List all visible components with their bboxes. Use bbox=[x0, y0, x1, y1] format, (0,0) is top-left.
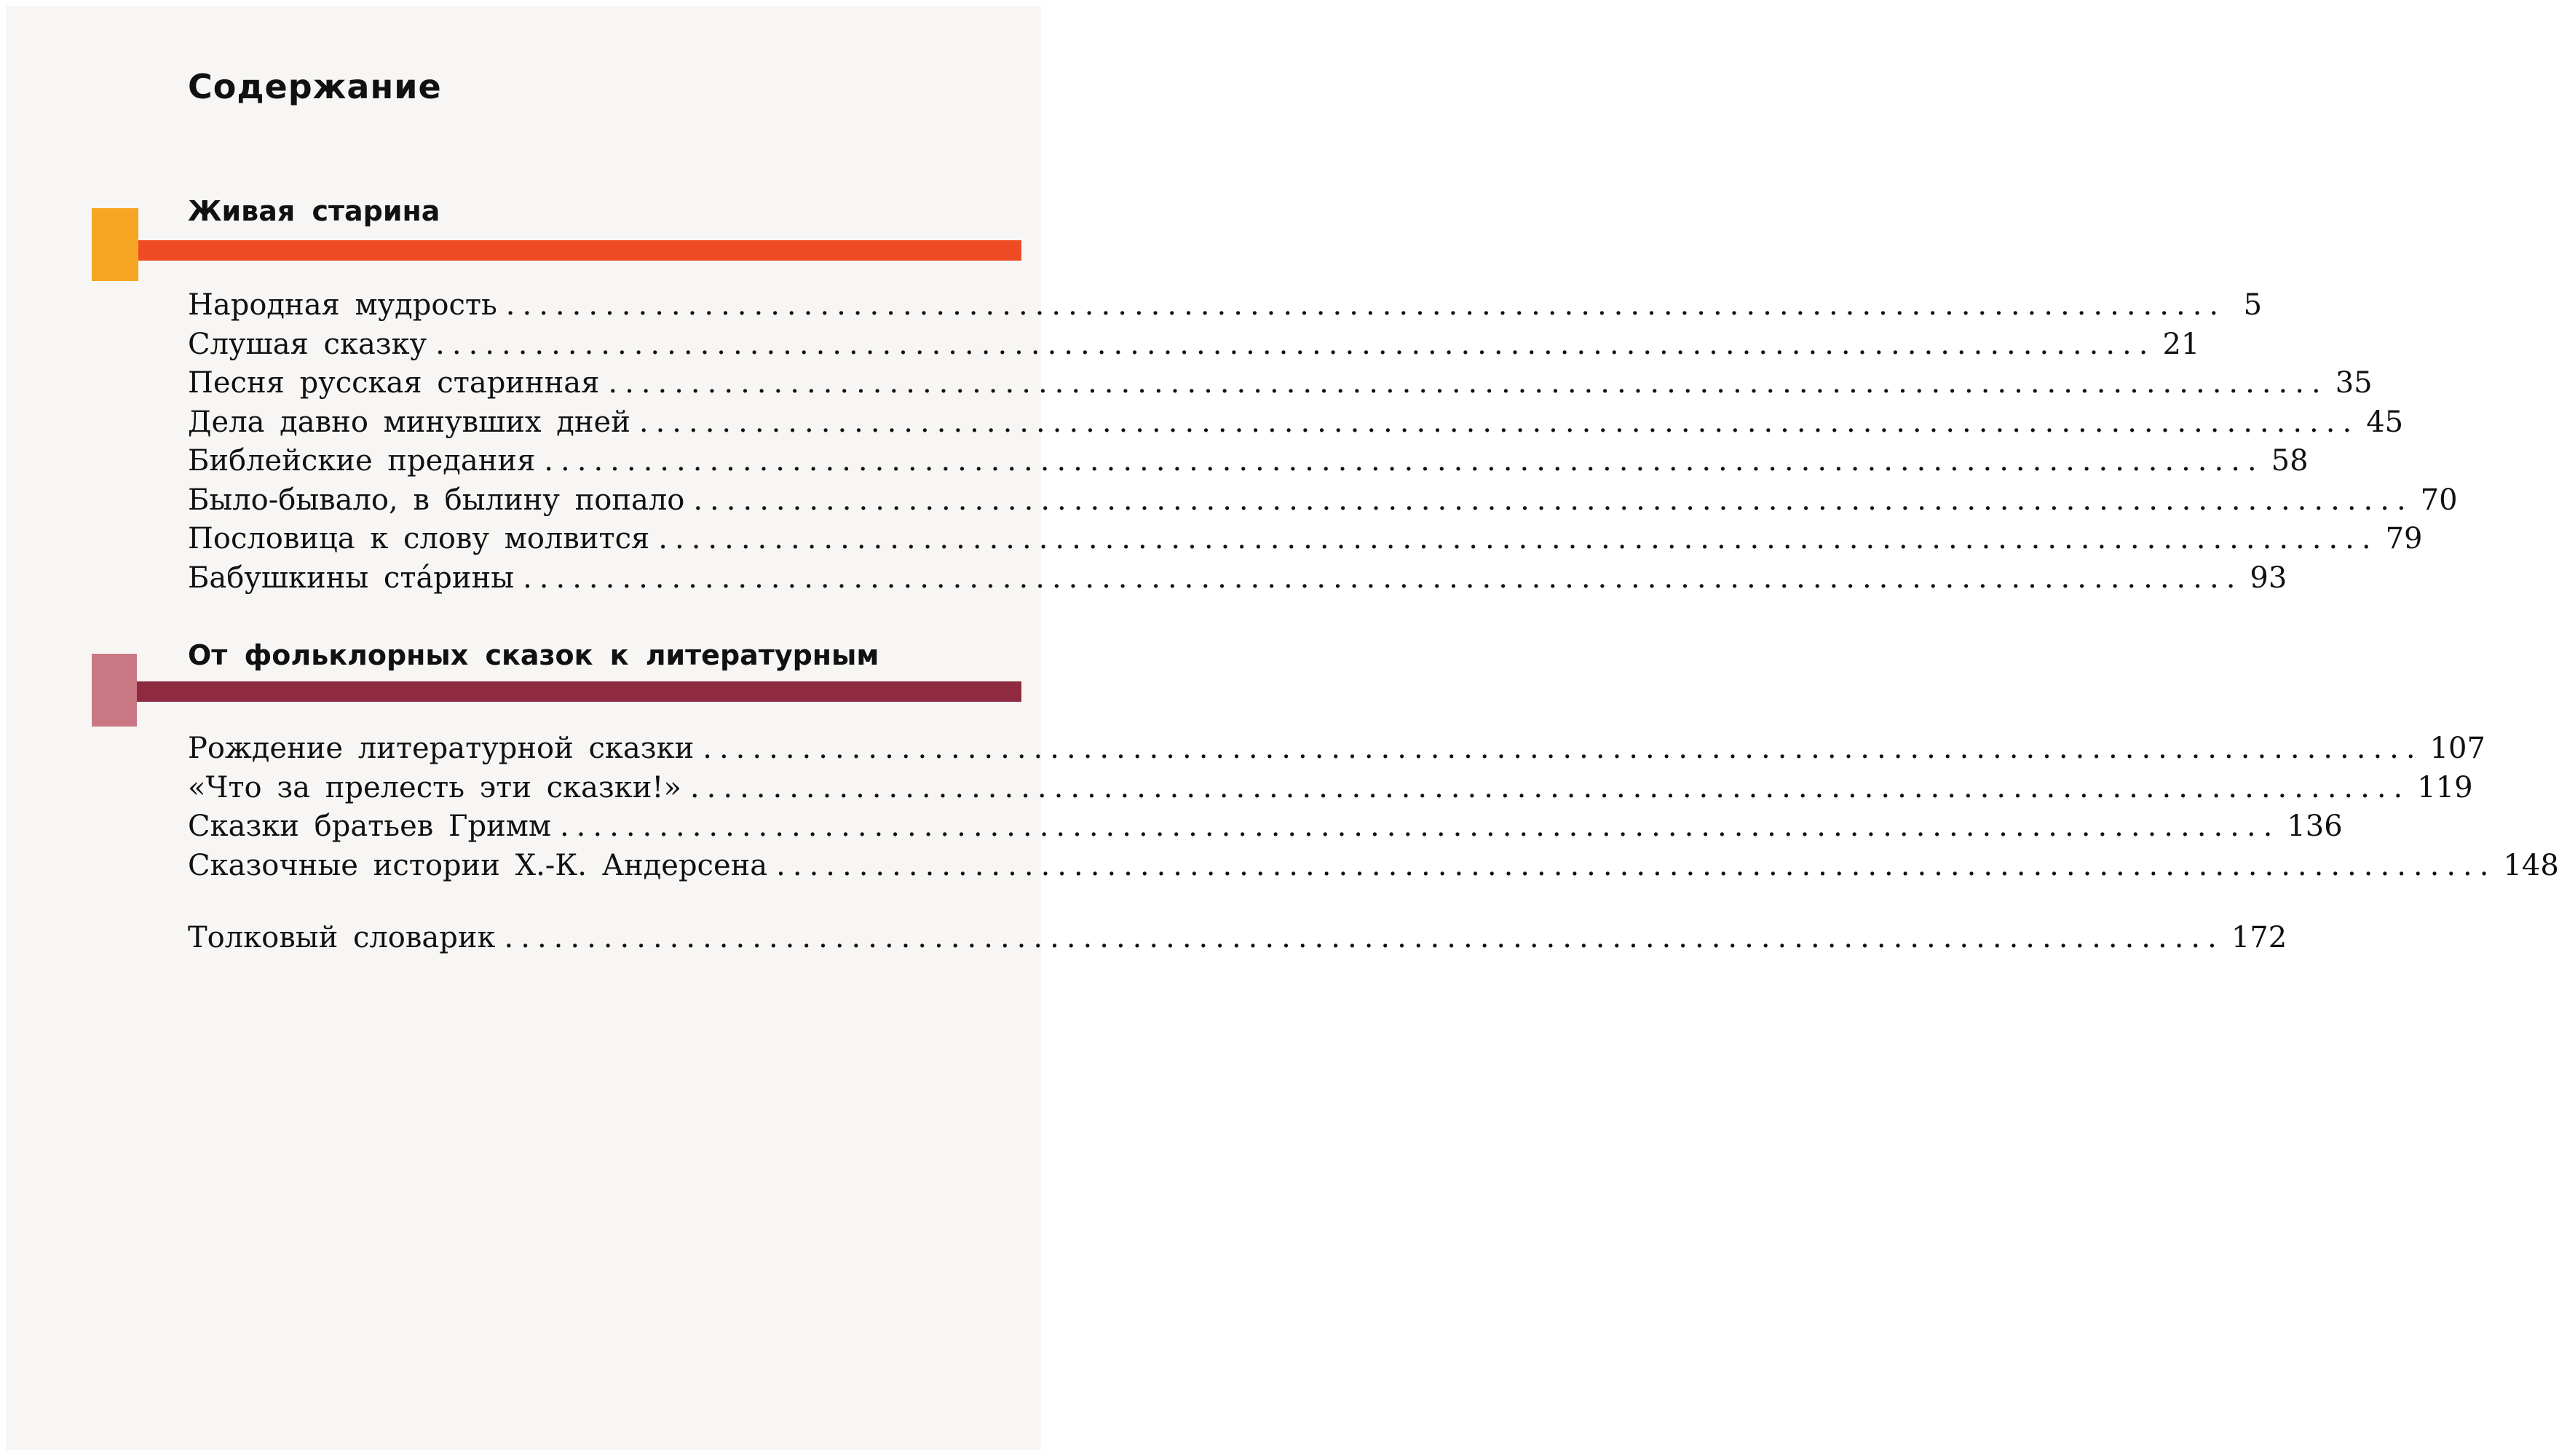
section-1-heading: Живая старина bbox=[188, 195, 440, 227]
entry-page-number: 93 bbox=[2250, 561, 2287, 595]
toc-entry[interactable] bbox=[188, 364, 2373, 403]
entry-page-number: 70 bbox=[2420, 483, 2458, 517]
leader-dots: ........................................................................................................ bbox=[638, 405, 2360, 439]
entry-page-number: 45 bbox=[2366, 405, 2404, 439]
leader-dots: ........................................................................................................ bbox=[544, 444, 2264, 478]
entry-title: Было-бывало, в былину попало bbox=[188, 483, 685, 517]
toc-entry[interactable] bbox=[188, 729, 2485, 769]
entry-title: Дела давно минувших дней bbox=[188, 405, 630, 439]
leader-dots: ........................................................................................................ bbox=[693, 483, 2413, 517]
book-page bbox=[6, 6, 1041, 1450]
entry-title: Народная мудрость bbox=[188, 288, 497, 322]
toc-entry[interactable] bbox=[188, 847, 2559, 886]
toc-entry[interactable] bbox=[188, 286, 2263, 325]
leader-dots: ........................................................................................................ bbox=[703, 732, 2423, 765]
entry-page-number: 79 bbox=[2385, 522, 2423, 555]
leader-dots: ........................................................................................................ bbox=[776, 848, 2496, 882]
leader-dots: ........................................................................................................ bbox=[559, 810, 2280, 843]
entry-page-number: 172 bbox=[2231, 921, 2287, 954]
toc-entry[interactable] bbox=[188, 559, 2287, 598]
appendix-entries bbox=[188, 919, 2287, 958]
section-1-divider-bar bbox=[138, 240, 1021, 261]
page-title: Содержание bbox=[188, 67, 442, 106]
toc-entry[interactable] bbox=[188, 769, 2473, 808]
toc-entry[interactable] bbox=[188, 442, 2309, 481]
toc-entry[interactable] bbox=[188, 520, 2423, 559]
leader-dots: ........................................................................................................ bbox=[658, 522, 2378, 555]
leader-dots: ........................................................................................................ bbox=[523, 561, 2243, 595]
leader-dots: ........................................................................................................ bbox=[504, 921, 2224, 954]
entry-page-number: 58 bbox=[2271, 444, 2309, 478]
entry-page-number: 119 bbox=[2417, 770, 2473, 804]
leader-dots: ........................................................................................................ bbox=[608, 366, 2328, 400]
section-2-marker-square bbox=[92, 654, 137, 727]
entry-title: Бабушкины ста́рины bbox=[188, 561, 515, 595]
entry-title: «Что за прелесть эти сказки!» bbox=[188, 770, 681, 804]
toc-entry[interactable] bbox=[188, 481, 2458, 521]
entry-page-number: 21 bbox=[2162, 327, 2200, 361]
entry-title: Рождение литературной сказки bbox=[188, 732, 695, 765]
entry-page-number: 5 bbox=[2243, 288, 2263, 322]
entry-page-number: 35 bbox=[2335, 366, 2373, 400]
leader-dots: ........................................................................................................ bbox=[689, 770, 2410, 804]
entry-page-number: 136 bbox=[2287, 810, 2343, 843]
section-2-divider-bar bbox=[137, 681, 1021, 702]
section-1-entries bbox=[188, 286, 2458, 598]
entry-title: Сказочные истории Х.-К. Андерсена bbox=[188, 848, 768, 882]
section-1-marker-square bbox=[92, 208, 138, 281]
leader-dots: ........................................................................................................ bbox=[505, 288, 2226, 322]
section-2-entries bbox=[188, 729, 2559, 885]
toc-entry[interactable] bbox=[188, 807, 2343, 847]
leader-dots: ........................................................................................................ bbox=[435, 327, 2156, 361]
entry-title: Толковый словарик bbox=[188, 921, 496, 954]
toc-entry[interactable] bbox=[188, 403, 2404, 443]
entry-title: Сказки братьев Гримм bbox=[188, 810, 551, 843]
toc-entry-glossary[interactable] bbox=[188, 919, 2287, 958]
entry-title: Песня русская старинная bbox=[188, 366, 600, 400]
entry-title: Слушая сказку bbox=[188, 327, 427, 361]
section-2-heading: От фольклорных сказок к литературным bbox=[188, 639, 879, 671]
entry-title: Пословица к слову молвится bbox=[188, 522, 650, 555]
toc-entry[interactable] bbox=[188, 325, 2200, 365]
entry-title: Библейские предания bbox=[188, 444, 536, 478]
entry-page-number: 148 bbox=[2503, 848, 2559, 882]
entry-page-number: 107 bbox=[2429, 732, 2485, 765]
